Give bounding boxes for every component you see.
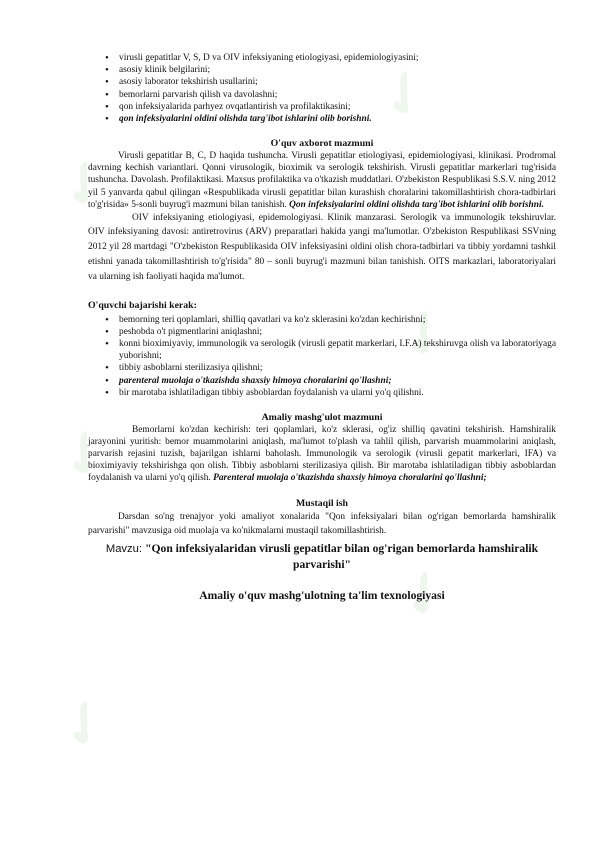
- objectives-list: [88, 52, 556, 125]
- watermark: ✓: [385, 293, 464, 375]
- section-heading: Amaliy mashg'ulot mazmuni: [261, 412, 383, 424]
- tasks-list: [88, 314, 556, 399]
- list-item: • asosiy laborator tekshirish usullarini;: [88, 76, 556, 88]
- list-item: • qon infeksiyalarida parhyez ovqatlantirish va profilaktikasini;: [88, 101, 556, 113]
- list-item: • bemorlarni parvarish qilish va davolashni;: [88, 89, 556, 101]
- final-heading: Amaliy o'quv mashg'ulotning ta'lim texnologiyasi: [199, 589, 445, 603]
- paragraph: Darsdan so'ng trenajyor yoki amaliyot xonalarida "Qon infeksiyalari bilan og'rigan bemorlarda hamshiralik parvarishi" mavzusiga oid muolaja va ko'nikmalarni mustaqil takomillashtirish.: [88, 511, 556, 537]
- section-heading: O'quv axborot mazmuni: [270, 138, 374, 150]
- document-page: [88, 52, 556, 602]
- watermark: ✓: [45, 143, 124, 225]
- list-item: • konni bioximiyaviy, immunologik va serologik (virusli gepatit markerlari, I.F.A) tekshiruvga olish va laboratoriyaga yuborishni;: [88, 338, 556, 362]
- list-item: • asosiy klinik belgilarini;: [88, 64, 556, 76]
- list-item: • parenteral muolaja o'tkazishda shaxsiy himoya choralarini qo'llashni;: [88, 375, 556, 387]
- watermark: ✓: [365, 53, 444, 135]
- paragraph: OIV infeksiyaning etiologiyasi, epidemologiyasi. Klinik manzarasi. Serologik va immunologik tekshiruvlar. OIV infeksiyaning davosi: antiretrovirus (ARV) preparatlari hakida yangi ma'lumotlar. O'zbekiston Respublikasi SSVning 2012 yil 28 martdagi "O'zbekiston Respublikasida OIV infeksiyasini oldini olish chora-tadbirlari va tibbiy yordamni tashkil etishni yanada takomillashtirish to'g'risida" 80 – sonli buyrug'i mazmuni bilan tanishish. OITS markazlari, laboratoriyalari va ularning ish faoliyati haqida ma'lumot.: [88, 212, 556, 282]
- list-item: • qon infeksiyalarini oldini olishda targ'ibot ishlarini olib borishni.: [88, 113, 556, 125]
- topic-text: "Qon infeksiyalaridan virusli gepatitlar bilan og'rigan bemorlarda hamshiralik parvarishi": [145, 542, 539, 572]
- paragraph: Bemorlarni ko'zdan kechirish: teri qoplamlari, ko'z sklerasi, og'iz shilliq qavatini tekshirish. Hamshiralik jarayonini yuritish: bemor muammolarini aniqlash, ma'lumot to'plash va tahlil qilish, parvarish muammolarini aniqlash, parvarish rejasini tuzish, bajarilgan ishlarni baholash. Immunologik va serologik (virusli gepatit markerlari, IFA) va bioximiyaviy tekshirishga qon olish. Tibbiy asboblarni sterilizasiya qilish. Bir marotaba ishlatiladigan tibbiy asboblardan foydalanish va ularni yo'q qilish. Parenteral muolaja o'tkazishda shaxsiy himoya choralarini qo'llashni;: [88, 425, 556, 484]
- watermark: ✓: [385, 553, 464, 635]
- topic-label: Mavzu:: [105, 543, 146, 556]
- section-heading: O'quvchi bajarishi kerak:: [88, 299, 197, 311]
- list-item: • bir marotaba ishlatiladigan tibbiy asboblardan foydalanish va ularni yo'q qilishni.: [88, 387, 556, 399]
- list-item: • tibbiy asboblarni sterilizasiya qilishni;: [88, 362, 556, 374]
- paragraph: Virusli gepatitlar B, C, D haqida tushuncha. Virusli gepatitlar etiologiyasi, epidemiologiyasi, klinikasi. Prodromal davrning kechish variantlari. Qonni virusologik, bioximik va serologik tekshirish. Virusli gepatitlar markerlari tug'risida tushuncha. Davolash. Profilaktikasi. Maxsus profilaktika va o'tkazish muddatlari. O'zbekiston Respublikasi S.S.V. ning 2012 yil 5 yanvarda qabul qilingan «Respublikada virusli gepatitlar bilan kurashish choralarini takomillashtirish chora-tadbirlari to'g'risida» 5-sonli buyrug'i mazmuni bilan tanishish. Qon infeksiyalarini oldini olishda targ'ibot ishlarini olib borishni.: [88, 151, 556, 210]
- section-heading: Mustaqil ish: [296, 497, 348, 509]
- list-item: • virusli gepatitlar V, S, D va OIV infeksiyaning etiologiyasi, epidemiologiyasini;: [88, 52, 556, 64]
- watermark: ✓: [45, 683, 124, 765]
- watermark: ✓: [45, 413, 124, 495]
- topic-title: [88, 541, 556, 573]
- list-item: • peshobda o't pigmentlarini aniqlashni;: [88, 326, 556, 338]
- list-item: • bemorning teri qoplamlari, shilliq qavatlari va ko'z sklerasini ko'zdan kechirishni;: [88, 314, 556, 326]
